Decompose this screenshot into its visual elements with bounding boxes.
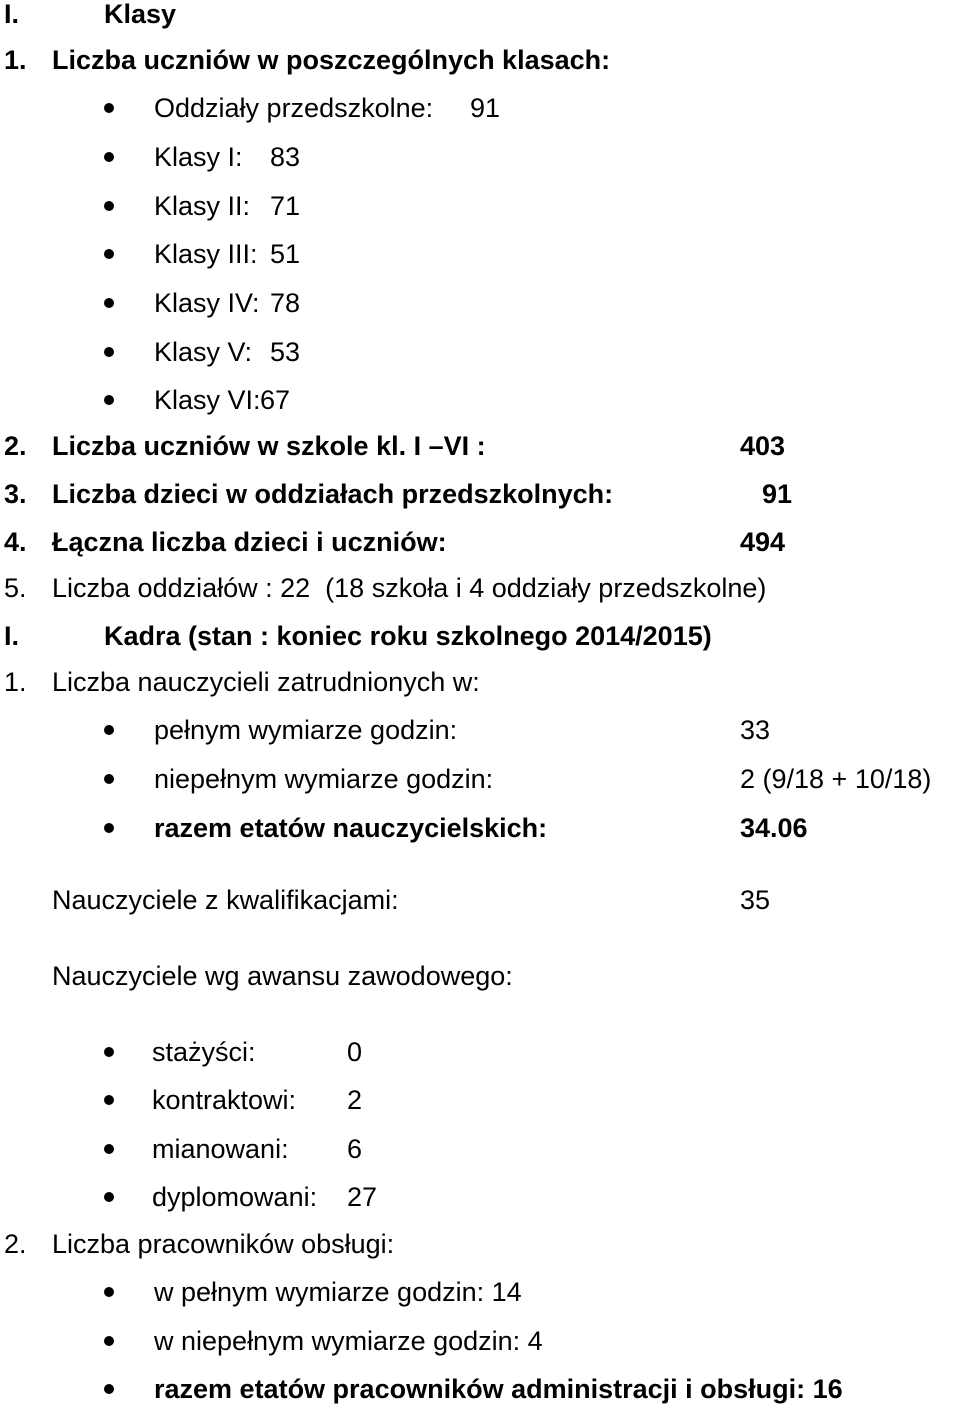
- bullet-icon: [104, 103, 114, 113]
- list-item-value: 67: [260, 385, 291, 415]
- total-value: 403: [740, 431, 786, 461]
- total-label: Liczba uczniów w szkole kl. I –VI :: [52, 431, 486, 461]
- item-number: 4.: [4, 527, 27, 557]
- list-item-label: kontraktowi:: [152, 1085, 297, 1115]
- list-item-label: niepełnym wymiarze godzin:: [154, 764, 494, 794]
- total-label: Liczba dzieci w oddziałach przedszkolnych:: [52, 479, 614, 509]
- list-item-label: stażyści:: [152, 1037, 256, 1067]
- bullet-icon: [104, 1095, 114, 1105]
- list-item-value: 27: [347, 1182, 378, 1212]
- bullet-icon: [104, 1047, 114, 1057]
- item-number: 2.: [4, 1229, 27, 1259]
- bullet-icon: [104, 1287, 114, 1297]
- bullet-icon: [104, 1144, 114, 1154]
- qualified-label: Nauczyciele z kwalifikacjami:: [52, 885, 399, 915]
- list-item-value: 83: [270, 142, 301, 172]
- bullet-icon: [104, 298, 114, 308]
- list-item-label: dyplomowani:: [152, 1182, 318, 1212]
- bullet-icon: [104, 201, 114, 211]
- list-item-label: mianowani:: [152, 1134, 289, 1164]
- item-number: 1.: [4, 45, 27, 75]
- list-item-label: Klasy VI:: [154, 385, 261, 415]
- list-item-label: Klasy III:: [154, 239, 258, 269]
- section-title: Kadra (stan : koniec roku szkolnego 2014/2015): [104, 621, 712, 651]
- list-item-text: w niepełnym wymiarze godzin: 4: [154, 1326, 543, 1356]
- total-value: 494: [740, 527, 786, 557]
- list-item-label: razem etatów nauczycielskich:: [154, 813, 548, 843]
- list-item-label: Klasy IV:: [154, 288, 260, 318]
- bullet-icon: [104, 395, 114, 405]
- qualified-value: 35: [740, 885, 771, 915]
- list-item-value: 6: [347, 1134, 363, 1164]
- list-item-label: Klasy V:: [154, 337, 253, 367]
- bullet-icon: [104, 774, 114, 784]
- list-item-value: 0: [347, 1037, 363, 1067]
- list-item-value: 51: [270, 239, 301, 269]
- promotion-heading: Nauczyciele wg awansu zawodowego:: [52, 961, 513, 991]
- list-item-value: 33: [740, 715, 771, 745]
- list-item-label: Klasy I:: [154, 142, 243, 172]
- bullet-icon: [104, 1384, 114, 1394]
- list-item-label: Oddziały przedszkolne:: [154, 93, 434, 123]
- list-item-value: 2: [347, 1085, 363, 1115]
- list-item-value: 78: [270, 288, 301, 318]
- total-label: Łączna liczba dzieci i uczniów:: [52, 527, 447, 557]
- total-value: 91: [762, 479, 793, 509]
- list-item-text: w pełnym wymiarze godzin: 14: [154, 1277, 522, 1307]
- item-number: 1.: [4, 667, 27, 697]
- item-label: Liczba nauczycieli zatrudnionych w:: [52, 667, 480, 697]
- section-number: I.: [4, 0, 20, 29]
- item-label: Liczba uczniów w poszczególnych klasach:: [52, 45, 611, 75]
- bullet-icon: [104, 347, 114, 357]
- bullet-icon: [104, 725, 114, 735]
- list-item-text: razem etatów pracowników administracji i obsługi: 16: [154, 1374, 843, 1404]
- item-label: Liczba pracowników obsługi:: [52, 1229, 395, 1259]
- list-item-value: 53: [270, 337, 301, 367]
- list-item-value: 34.06: [740, 813, 808, 843]
- section-title: Klasy: [104, 0, 177, 29]
- bullet-icon: [104, 249, 114, 259]
- bullet-icon: [104, 1336, 114, 1346]
- list-item-value: 2 (9/18 + 10/18): [740, 764, 932, 794]
- bullet-icon: [104, 823, 114, 833]
- section-number: I.: [4, 621, 20, 651]
- oddzialy-text: Liczba oddziałów : 22 (18 szkoła i 4 oddziały przedszkolne): [52, 573, 767, 603]
- list-item-label: Klasy II:: [154, 191, 251, 221]
- bullet-icon: [104, 152, 114, 162]
- item-number: 5.: [4, 573, 27, 603]
- item-number: 3.: [4, 479, 27, 509]
- item-number: 2.: [4, 431, 27, 461]
- list-item-label: pełnym wymiarze godzin:: [154, 715, 458, 745]
- list-item-value: 71: [270, 191, 301, 221]
- list-item-value: 91: [470, 93, 501, 123]
- bullet-icon: [104, 1192, 114, 1202]
